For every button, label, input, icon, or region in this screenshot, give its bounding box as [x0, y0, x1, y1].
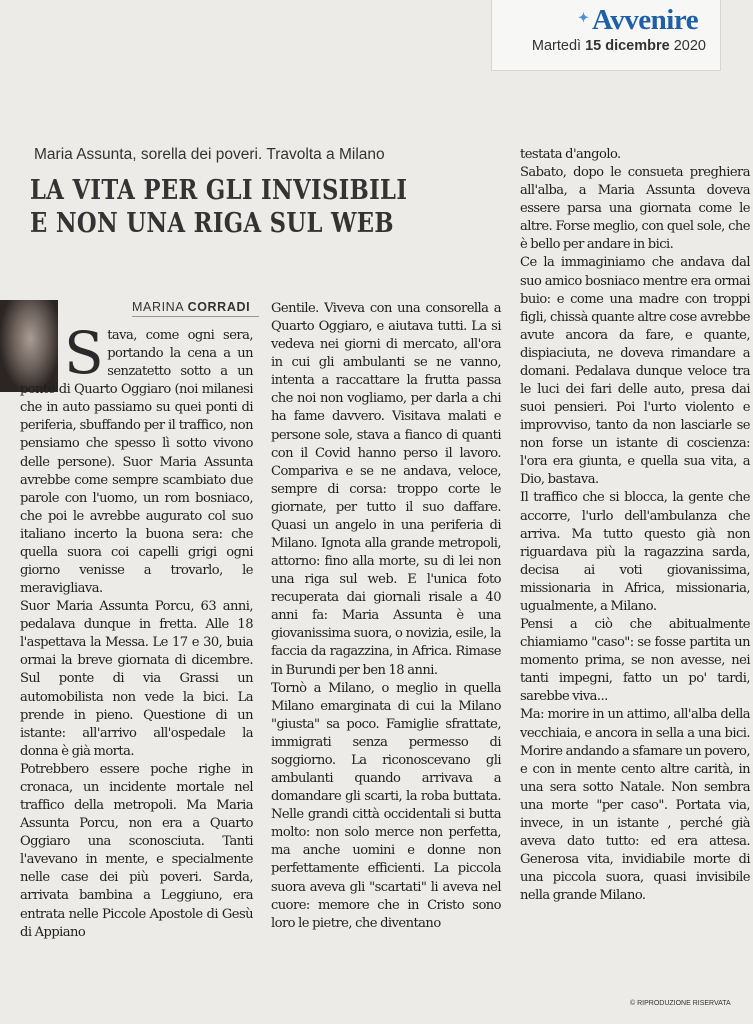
logo-text: Avvenire: [592, 4, 699, 36]
paragraph: testata d'angolo.: [520, 147, 621, 162]
masthead: [491, 0, 721, 71]
paragraph: Il traffico che si blocca, la gente che accorre, l'urlo dell'ambulanza che arriva. Ma tutto questo già non riguardava più la ragazzina sarda, decisa ai voti giovanissima, missionaria in Africa, missionaria, ugualmente, a Milano.: [520, 490, 750, 614]
headline-line-2: E NON UNA RIGA SUL WEB: [30, 208, 394, 239]
paragraph: Potrebbero essere poche righe in cronaca, un incidente mortale nel traffico della metropoli. Ma Maria Assunta Porcu, non era a Quarto Oggiaro una sconosciuta. Tanti l'avevano in mente, e specialmente nelle case dei più poveri. Sarda, arrivata bambina a Leggiuno, era entrata nelle Piccole Apostole di Gesù di Appiano: [20, 761, 253, 940]
newspaper-logo: [578, 4, 699, 37]
author-last-name: CORRADI: [187, 300, 251, 314]
issue-weekday: Martedì: [531, 38, 586, 54]
paragraph: Ce la immaginiamo che andava dal suo amico bosniaco mentre era ormai buio: e come una madre con troppi figli, chissà quante altre cose avrebbe avute ancora da fare, e quante, dispiaciuta, ne doveva rimandare a domani. Pedalava dunque veloce tra le luci dei fari delle auto, presa dai suoi pensieri. Poi l'urto violento e improvviso, tanto da non lasciarle se non forse un istante di coscienza: l'ora era giunta, e quella sua vita, a Dio, bastava.: [520, 255, 750, 488]
issue-year: 2020: [669, 38, 706, 54]
article-headline: [30, 174, 433, 240]
paragraph: [20, 319, 253, 598]
author-byline: [132, 300, 259, 317]
paragraph: Ma: morire in un attimo, all'alba della vecchiaia, e ancora in sella a una bici. Morire andando a sfamare un povero, e con in mente cento altre carità, in una sera sotto Natale. Non sembra una morte "per caso". Portata via, invece, in un istante , perché già aveva dato tutto: ed era attesa. Generosa vita, invidiabile morte di una piccola suora, quasi invisibile nella grande Milano.: [520, 707, 750, 904]
paragraph: Tornò a Milano, o meglio in quella Milano emarginata di cui la Milano "giusta" sa poco. Famiglie sfrattate, immigrati senza permesso di soggiorno. La riconoscevano gli ambulanti quando arrivava a domandare gli scarti, la roba buttata. Nelle grandi città occidentali si butta molto: non solo merce non perfetta, ma anche uomini e donne non perfettamente efficienti. La piccola suora aveva gli "scartati" li aveva nel cuore: memore che in Cristo sono loro le pietre, che diventano: [271, 680, 501, 931]
paragraph-text: tava, come ogni sera, portando la cena a un senzatetto sotto a un ponte di Quarto Oggiaro (noi milanesi che in auto passiamo su quei ponti di periferia, sbuffando per il traffico, non pensiamo che spesso lì sotto vivono delle persone). Suor Maria Assunta avrebbe come sempre scambiato due parole con l'uomo, un rom bosniaco, che poi le avrebbe augurato col suo italiano incerto la buona sera: che quella suora coi capelli grigi ogni giorno venisse a trovarlo, le meravigliava.: [20, 328, 253, 597]
article-kicker: Maria Assunta, sorella dei poveri. Travolta a Milano: [34, 146, 385, 163]
article-column-1: [20, 319, 253, 942]
author-first-name: MARINA: [132, 300, 188, 314]
paragraph: Suor Maria Assunta Porcu, 63 anni, pedalava dunque in fretta. Alle 18 l'aspettava la Messa. Le 17 e 30, buia ormai la breve giornata di dicembre. Sul ponte di via Grassi un automobilista non vede la bici. La prende in pieno. Questione di un istante: all'arrivo all'ospedale la donna è già morta.: [20, 599, 253, 759]
headline-line-1: LA VITA PER GLI INVISIBILI: [30, 175, 408, 206]
article-column-3: [520, 146, 750, 905]
copyright-notice: © RIPRODUZIONE RISERVATA: [630, 1000, 731, 1007]
article-column-2: [271, 300, 501, 933]
issue-date: [532, 38, 706, 54]
paragraph: Gentile. Viveva con una consorella a Quarto Oggiaro, e aiutava tutti. La si vedeva nei giorni di mercato, all'ora in cui gli ambulanti se ne vanno, intenta a raccattare la frutta passa che noi non vogliamo, per darla a chi ha fame davvero. Visitava malati e persone sole, stava a fianco di quanti con il Covid hanno perso il lavoro. Compariva e se ne andava, veloce, sempre di corsa: troppo corte le giornate, per tutto il suo daffare. Quasi un angelo in una periferia di Milano. Ignota alla grande metropoli, attorno: fino alla morte, su di lei non una riga sul web. E l'unica foto recuperata dai giornali risale a 40 anni fa: Maria Assunta è una giovanissima suora, o novizia, esile, la faccia da ragazzina, in Africa. Rimase in Burundi per ben 18 anni.: [271, 301, 501, 678]
paragraph: Pensi a ciò che abitualmente chiamiamo "caso": se fosse partita un momento prima, se non avesse, nei tanti impegni, fatto un po' tardi, sarebbe viva...: [520, 617, 750, 705]
issue-day-month: 15 dicembre: [585, 38, 670, 54]
drop-cap: S: [64, 319, 104, 387]
paragraph: Sabato, dopo le consueta preghiera all'alba, a Maria Assunta doveva essere parsa una giornata come le altre. Forse meglio, con quel sole, che è bello per andare in bici.: [520, 165, 750, 253]
star-icon: ✦: [578, 10, 589, 25]
